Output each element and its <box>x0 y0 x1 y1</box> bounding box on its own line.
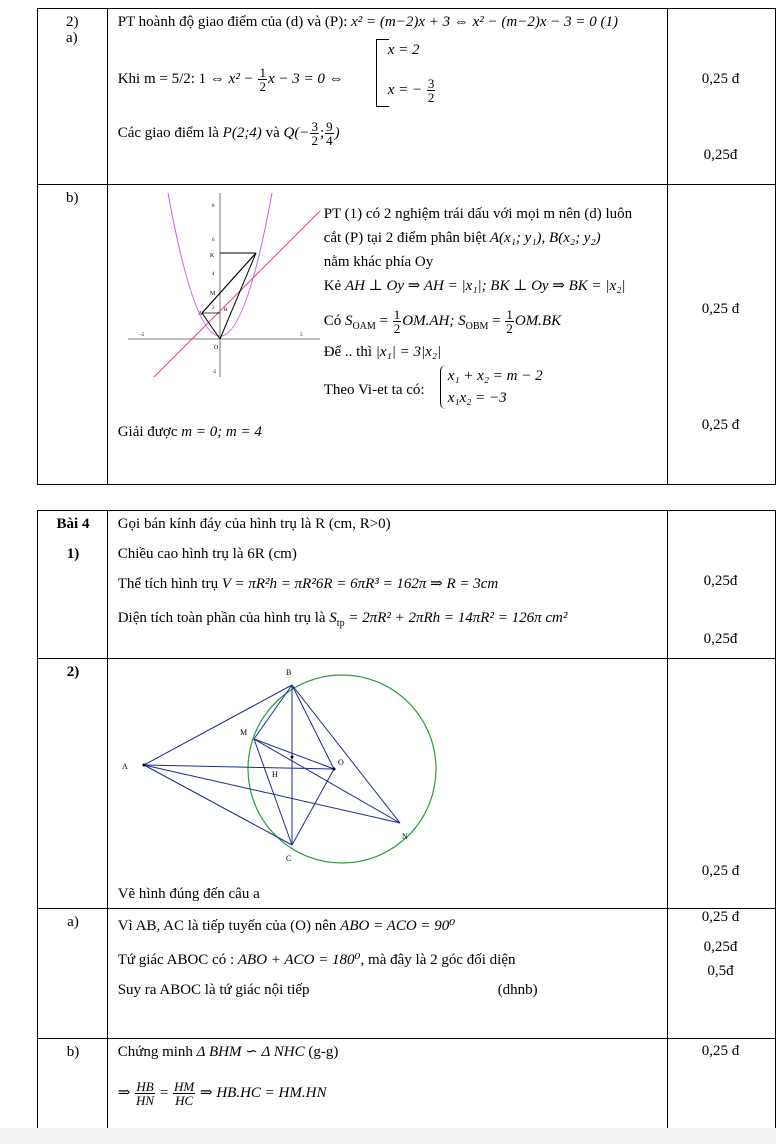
graph-tick: -2 <box>211 370 216 375</box>
score-value: 0,25đ <box>703 939 738 955</box>
case-line: x = − $\frac{3}{2}$ <box>387 76 435 106</box>
question-number: 2) <box>66 14 79 30</box>
subquestion-number: b) <box>66 1044 80 1060</box>
graph-tick: 8 <box>211 204 215 209</box>
subquestion-number: a) <box>66 30 78 46</box>
solution-line: nằm khác phía Oy <box>323 254 434 270</box>
subquestion-number: 1) <box>66 546 80 562</box>
graph-label: O <box>213 345 219 351</box>
graph-label: M <box>209 291 216 297</box>
solution-line: Chiều cao hình trụ là 6R (cm) <box>117 546 297 562</box>
figure-label: H <box>271 770 278 779</box>
circle-tangent-figure <box>116 663 446 873</box>
graph-tick: 6 <box>211 238 215 243</box>
row-number-cell <box>38 659 108 909</box>
figure-label: B <box>285 668 292 677</box>
solution-line: Giải được m = 0; m = 4 <box>117 424 262 440</box>
solution-line: Có $S_{OAM}$ = $\frac{1}{2}$ OM.AH; $S_{OBM}$ = $\frac{1}{2}$ OM.BK <box>323 307 562 337</box>
solution-line: Thể tích hình trụ V = πR²h = πR²6R = 6πR³ = 162π ⇒ R = 3cm <box>117 576 499 592</box>
subquestion-number: b) <box>66 190 79 206</box>
row-number-cell <box>38 909 108 1039</box>
subquestion-number: 2) <box>66 664 80 680</box>
score-value: 0,25 đ <box>701 417 740 433</box>
parabola-graph <box>124 191 324 381</box>
solution-cell <box>107 185 667 485</box>
score-cell <box>668 1039 776 1137</box>
graph-label: H <box>223 308 228 313</box>
solution-line: Tứ giác ABOC có : ABO + ACO = 180⁰, mà đây là 2 góc đối diện <box>117 952 516 968</box>
score-cell <box>668 659 776 909</box>
figure-label: M <box>239 728 247 737</box>
solution-line: PT hoành độ giao điểm của (d) và (P): x² = (m−2)x + 3 ⇔ x² − (m−2)x − 3 = 0 (1) <box>117 14 618 30</box>
score-cell <box>668 511 776 659</box>
score-cell <box>668 185 776 485</box>
subquestion-number: a) <box>67 914 79 930</box>
reason-note: (dhnb) <box>497 982 538 998</box>
row-number-cell <box>38 1039 108 1137</box>
figure-label: C <box>285 854 292 863</box>
solution-line: Kẻ AH ⊥ Oy ⇒ AH = |x₁|; BK ⊥ Oy ⇒ BK = |x₂| <box>323 278 626 294</box>
figure-label: O <box>337 758 344 767</box>
graph-tick: 2 <box>211 306 215 311</box>
score-value: 0,25 đ <box>701 863 740 879</box>
graph-label: A <box>197 311 203 317</box>
row-number-cell <box>38 9 108 185</box>
problem-number: Bài 4 <box>56 516 90 532</box>
solution-line: Theo Vi-et ta có: <box>323 382 425 398</box>
solution-cell <box>107 9 667 185</box>
system-line: x₁x₂ = −3 <box>447 390 507 406</box>
figure-label: A <box>121 762 128 771</box>
solution-cell <box>107 659 667 909</box>
solution-cell <box>107 1039 667 1137</box>
page-bottom-strip <box>0 1128 776 1144</box>
solution-line: Để .. thì |x₁| = 3|x₂| <box>323 344 442 360</box>
score-value: 0,25đ <box>703 631 738 647</box>
score-value: 0,25 đ <box>701 909 740 925</box>
solution-cell <box>107 511 667 659</box>
score-value: 0,25 đ <box>701 301 740 317</box>
solution-line: cắt (P) tại 2 điểm phân biệt A(x₁; y₁), B(x₂; y₂) <box>323 230 601 246</box>
row-number-cell <box>38 185 108 485</box>
score-value: 0,25đ <box>703 573 738 589</box>
system-brace <box>440 365 447 409</box>
solution-line: Chứng minh Δ BHM ∽ Δ NHC (g-g) <box>117 1044 339 1060</box>
solution-line: Diện tích toàn phần của hình trụ là $S_{tp} = 2\pi R^2 + 2\pi Rh = 14\pi R^2 = 126\pi$ cm² <box>117 610 568 629</box>
answer-table-2 <box>37 510 776 1137</box>
solution-line: PT (1) có 2 nghiệm trái dấu với mọi m nên (d) luôn <box>323 206 633 222</box>
score-cell <box>668 9 776 185</box>
graph-tick: 5 <box>299 333 303 338</box>
solution-line: Khi m = 5/2: 1 ⇔ x² − $\frac{1}{2}$ x − 3 = 0 ⇔ <box>117 65 344 95</box>
row-number-cell <box>38 511 108 659</box>
solution-line: ⇒ $\frac{HB}{HN}$ = $\frac{HM}{HC}$ ⇒ HB.HC = HM.HN <box>117 1079 327 1109</box>
graph-label: K <box>209 253 215 259</box>
score-value: 0,5đ <box>707 963 734 979</box>
system-line: x₁ + x₂ = m − 2 <box>447 368 543 384</box>
solution-line: Vì AB, AC là tiếp tuyến của (O) nên ABO = ACO = 90⁰ <box>117 918 456 934</box>
solution-line: Suy ra ABOC là tứ giác nội tiếp <box>117 982 310 998</box>
score-value: 0,25 đ <box>701 71 740 87</box>
score-value: 0,25đ <box>703 147 738 163</box>
figure-label: N <box>401 832 408 841</box>
graph-tick: -5 <box>139 333 144 338</box>
score-value: 0,25 đ <box>701 1043 740 1059</box>
solution-line: Gọi bán kính đáy của hình trụ là R (cm, R>0) <box>117 516 391 532</box>
solution-cell <box>107 909 667 1039</box>
score-cell <box>668 909 776 1039</box>
graph-tick: 4 <box>211 272 215 277</box>
answer-table-1 <box>37 8 776 485</box>
case-line: x = 2 <box>387 42 420 58</box>
solution-line: Các giao điểm là P(2;4) và Q(− $\frac{3}{2}$ ; $\frac{9}{4}$ ) <box>117 119 340 149</box>
solution-line: Vẽ hình đúng đến câu a <box>117 886 260 902</box>
